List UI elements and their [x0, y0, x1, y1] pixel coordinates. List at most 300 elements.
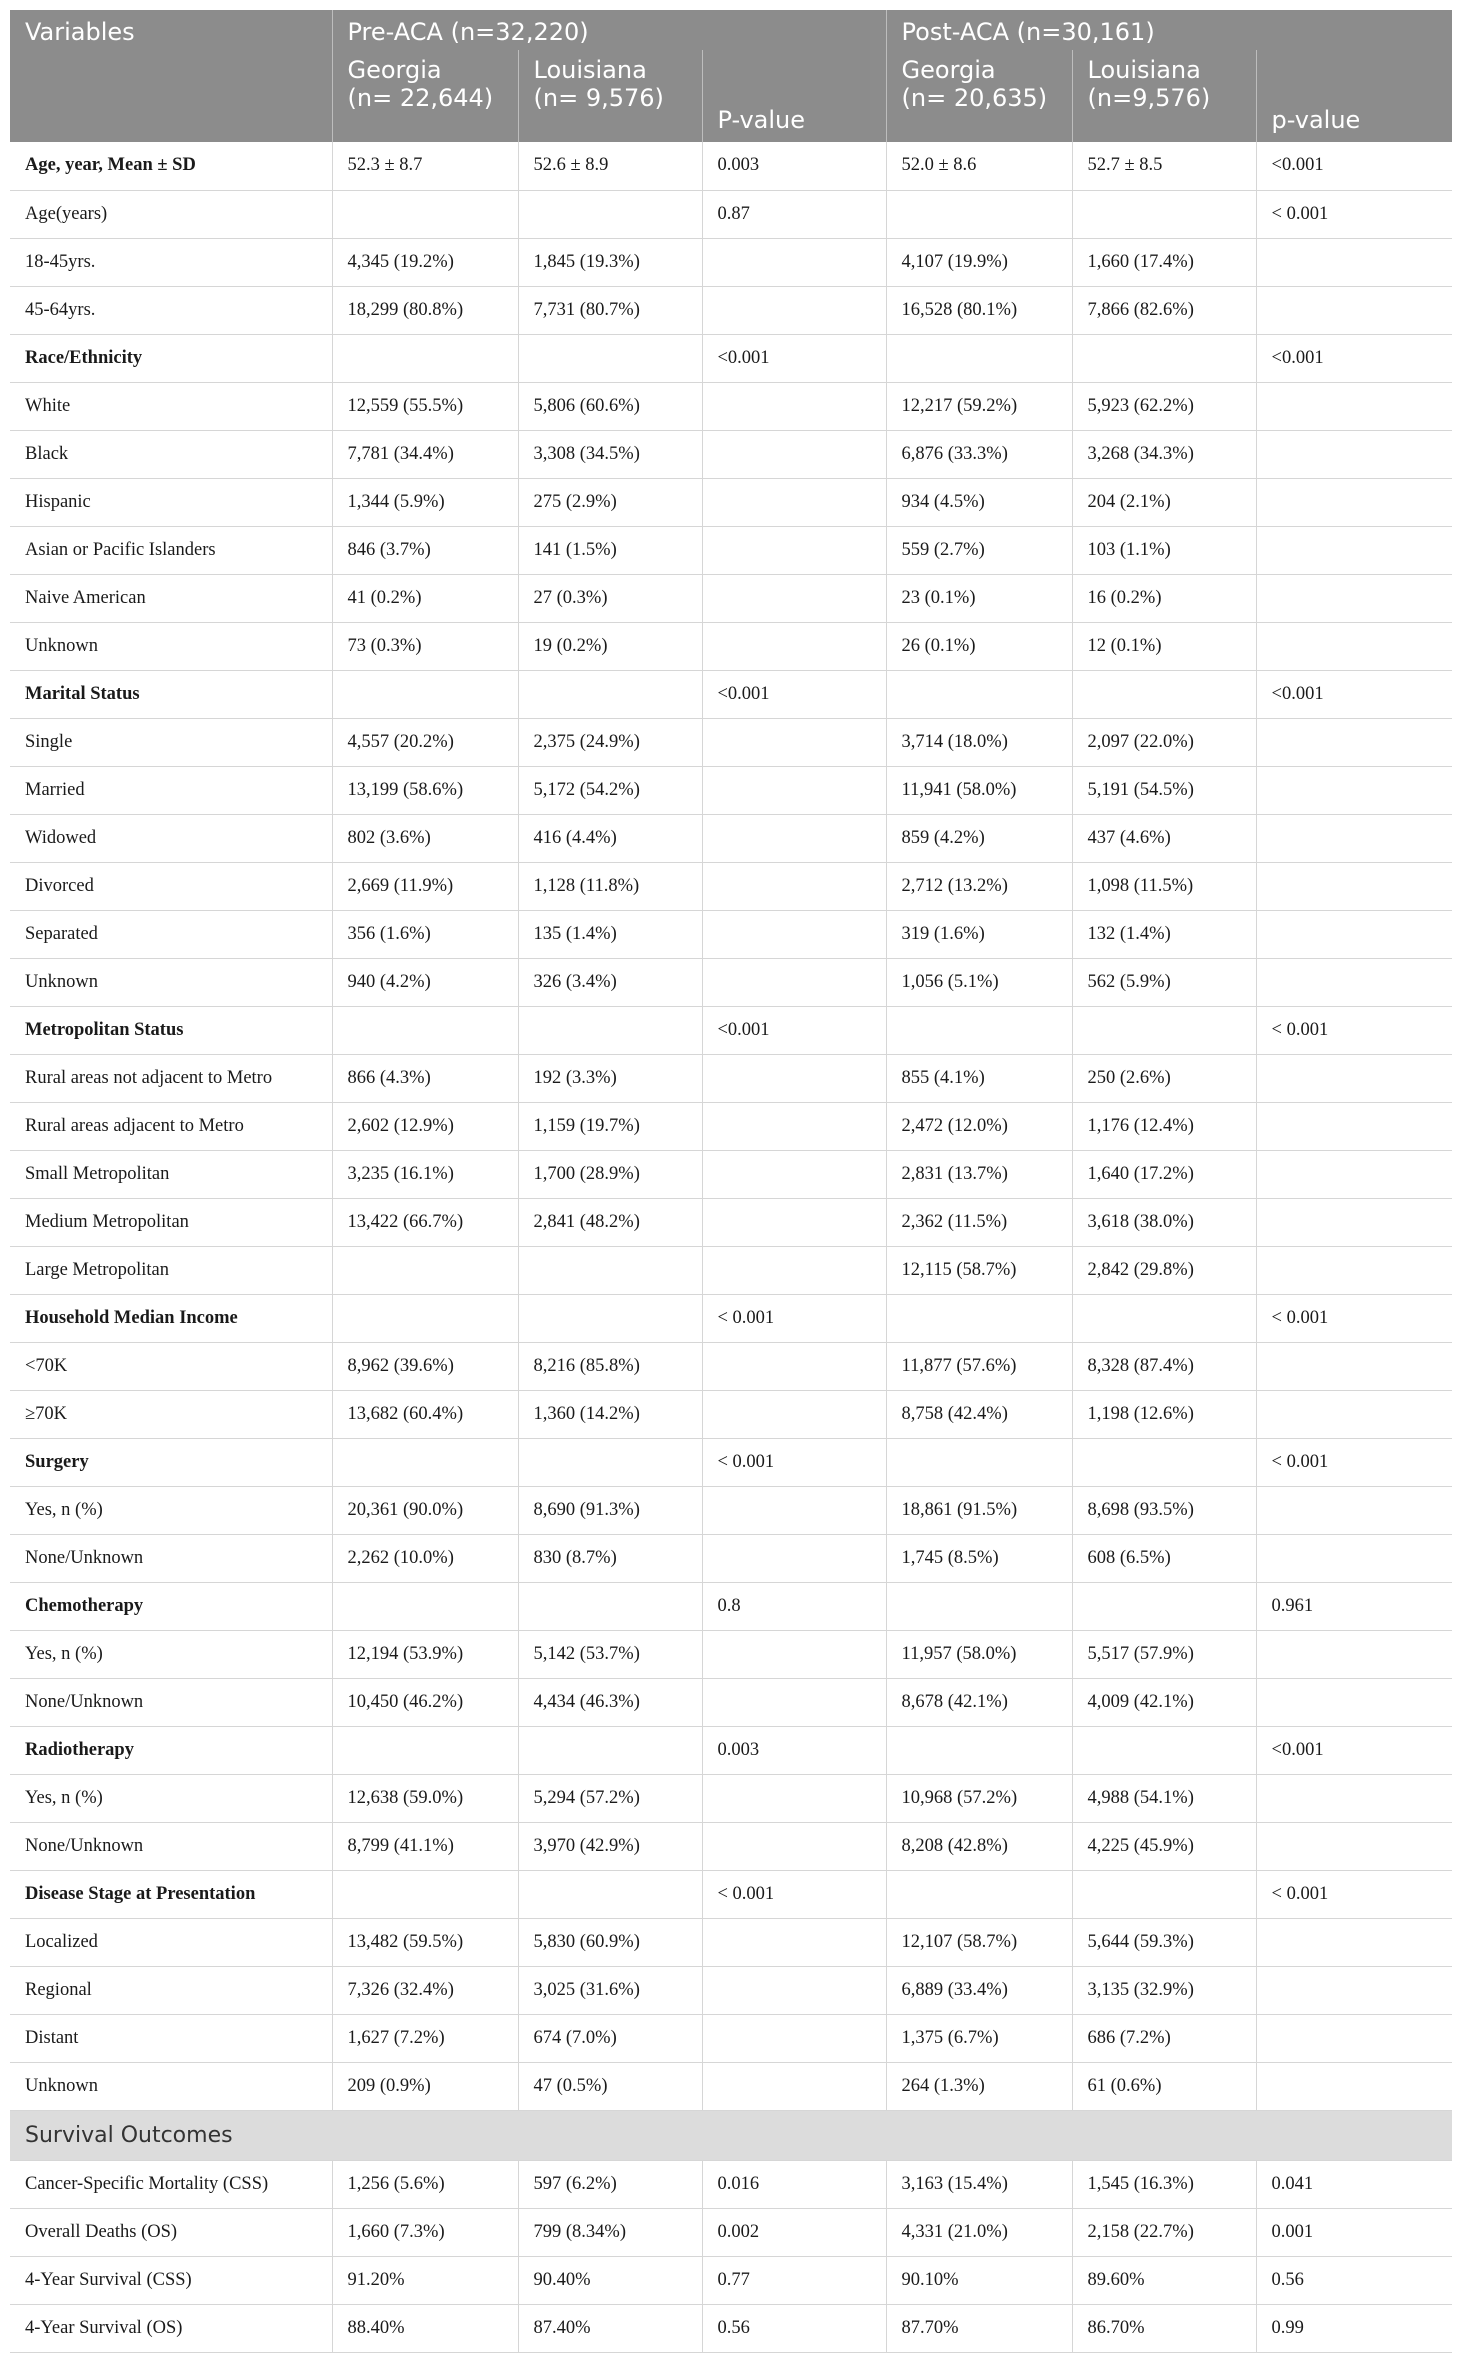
pre-georgia-cell: 12,194 (53.9%): [332, 1630, 518, 1678]
post-louisiana-cell: [1072, 1006, 1256, 1054]
post-louisiana-cell: [1072, 190, 1256, 238]
row-label: Widowed: [10, 814, 332, 862]
post-georgia-cell: 855 (4.1%): [886, 1054, 1072, 1102]
post-louisiana-cell: 61 (0.6%): [1072, 2062, 1256, 2110]
post-louisiana-cell: 132 (1.4%): [1072, 910, 1256, 958]
row-label: Separated: [10, 910, 332, 958]
post-louisiana-cell: 3,135 (32.9%): [1072, 1966, 1256, 2014]
pre-louisiana-cell: 1,128 (11.8%): [518, 862, 702, 910]
pre-pvalue-cell: [702, 286, 886, 334]
post-louisiana-cell: 5,644 (59.3%): [1072, 1918, 1256, 1966]
pre-georgia-cell: 3,235 (16.1%): [332, 1150, 518, 1198]
row-label: Divorced: [10, 862, 332, 910]
post-georgia-cell: 18,861 (91.5%): [886, 1486, 1072, 1534]
pre-louisiana-cell: 3,308 (34.5%): [518, 430, 702, 478]
post-louisiana-cell: 3,268 (34.3%): [1072, 430, 1256, 478]
pre-pvalue-cell: [702, 430, 886, 478]
table-row: [10, 1390, 1452, 1438]
post-pvalue-cell: 0.961: [1256, 1582, 1452, 1630]
post-louisiana-cell: 52.7 ± 8.5: [1072, 142, 1256, 190]
row-label: Unknown: [10, 622, 332, 670]
post-louisiana-cell: 5,191 (54.5%): [1072, 766, 1256, 814]
survival-row: [10, 2208, 1452, 2256]
post-pvalue-cell: [1256, 1246, 1452, 1294]
pre-louisiana-cell: [518, 1246, 702, 1294]
pre-pvalue-cell: 0.003: [702, 1726, 886, 1774]
pre-pvalue-cell: [702, 1534, 886, 1582]
pre-louisiana-cell: 2,375 (24.9%): [518, 718, 702, 766]
post-georgia-cell: 23 (0.1%): [886, 574, 1072, 622]
post-louisiana-cell: 1,545 (16.3%): [1072, 2160, 1256, 2208]
header-post-pvalue: p-value: [1256, 50, 1452, 142]
post-georgia-cell: 6,889 (33.4%): [886, 1966, 1072, 2014]
post-louisiana-cell: 1,098 (11.5%): [1072, 862, 1256, 910]
post-georgia-cell: 4,107 (19.9%): [886, 238, 1072, 286]
row-label: White: [10, 382, 332, 430]
pre-pvalue-cell: <0.001: [702, 334, 886, 382]
table-row: [10, 1342, 1452, 1390]
pre-georgia-cell: 1,627 (7.2%): [332, 2014, 518, 2062]
pre-louisiana-cell: [518, 1870, 702, 1918]
pre-pvalue-cell: [702, 1678, 886, 1726]
table-body: [10, 142, 1452, 2352]
pre-georgia-cell: 1,256 (5.6%): [332, 2160, 518, 2208]
pre-georgia-cell: [332, 1246, 518, 1294]
post-pvalue-cell: 0.001: [1256, 2208, 1452, 2256]
table-row: [10, 622, 1452, 670]
post-louisiana-cell: 4,225 (45.9%): [1072, 1822, 1256, 1870]
pre-louisiana-cell: 2,841 (48.2%): [518, 1198, 702, 1246]
post-louisiana-cell: 8,328 (87.4%): [1072, 1342, 1256, 1390]
pre-georgia-cell: 18,299 (80.8%): [332, 286, 518, 334]
pre-georgia-cell: 2,602 (12.9%): [332, 1102, 518, 1150]
row-label: None/Unknown: [10, 1822, 332, 1870]
pre-georgia-cell: 2,262 (10.0%): [332, 1534, 518, 1582]
pre-louisiana-cell: 1,360 (14.2%): [518, 1390, 702, 1438]
post-pvalue-cell: < 0.001: [1256, 1438, 1452, 1486]
pre-louisiana-cell: 4,434 (46.3%): [518, 1678, 702, 1726]
table-row: [10, 190, 1452, 238]
pre-pvalue-cell: 0.003: [702, 142, 886, 190]
table-row-heading: [10, 1006, 1452, 1054]
table-row-heading: [10, 1726, 1452, 1774]
row-label: Regional: [10, 1966, 332, 2014]
row-label: Age(years): [10, 190, 332, 238]
table-row: [10, 526, 1452, 574]
post-pvalue-cell: < 0.001: [1256, 1006, 1452, 1054]
pre-georgia-cell: 52.3 ± 8.7: [332, 142, 518, 190]
post-pvalue-cell: [1256, 1678, 1452, 1726]
post-georgia-cell: 12,217 (59.2%): [886, 382, 1072, 430]
row-label: Radiotherapy: [10, 1726, 332, 1774]
post-georgia-cell: [886, 1006, 1072, 1054]
pre-pvalue-cell: [702, 1774, 886, 1822]
pre-louisiana-cell: 52.6 ± 8.9: [518, 142, 702, 190]
pre-pvalue-cell: [702, 1966, 886, 2014]
row-label: Married: [10, 766, 332, 814]
row-label: Large Metropolitan: [10, 1246, 332, 1294]
pre-georgia-cell: 13,422 (66.7%): [332, 1198, 518, 1246]
post-louisiana-cell: 4,988 (54.1%): [1072, 1774, 1256, 1822]
post-georgia-cell: 6,876 (33.3%): [886, 430, 1072, 478]
demographics-table: [10, 10, 1452, 2353]
post-georgia-cell: 859 (4.2%): [886, 814, 1072, 862]
post-pvalue-cell: <0.001: [1256, 670, 1452, 718]
post-louisiana-cell: 1,660 (17.4%): [1072, 238, 1256, 286]
row-label: Hispanic: [10, 478, 332, 526]
pre-louisiana-cell: 326 (3.4%): [518, 958, 702, 1006]
pre-louisiana-cell: 1,159 (19.7%): [518, 1102, 702, 1150]
post-pvalue-cell: [1256, 1822, 1452, 1870]
post-georgia-cell: 16,528 (80.1%): [886, 286, 1072, 334]
post-pvalue-cell: [1256, 1534, 1452, 1582]
table-row: [10, 478, 1452, 526]
post-louisiana-cell: [1072, 334, 1256, 382]
pre-pvalue-cell: [702, 862, 886, 910]
pre-louisiana-cell: 5,294 (57.2%): [518, 1774, 702, 1822]
table-row-heading: [10, 1582, 1452, 1630]
header-pre-aca: Pre-ACA (n=32,220): [332, 10, 886, 50]
row-label: Unknown: [10, 2062, 332, 2110]
pre-georgia-cell: 12,638 (59.0%): [332, 1774, 518, 1822]
pre-louisiana-cell: 1,845 (19.3%): [518, 238, 702, 286]
row-label: Household Median Income: [10, 1294, 332, 1342]
post-georgia-cell: 319 (1.6%): [886, 910, 1072, 958]
row-label: Rural areas not adjacent to Metro: [10, 1054, 332, 1102]
pre-louisiana-cell: 5,142 (53.7%): [518, 1630, 702, 1678]
row-label: Black: [10, 430, 332, 478]
post-georgia-cell: [886, 1438, 1072, 1486]
post-pvalue-cell: [1256, 1918, 1452, 1966]
post-pvalue-cell: [1256, 766, 1452, 814]
post-louisiana-cell: 16 (0.2%): [1072, 574, 1256, 622]
pre-louisiana-cell: [518, 190, 702, 238]
table-row: [10, 430, 1452, 478]
post-georgia-cell: 2,472 (12.0%): [886, 1102, 1072, 1150]
post-pvalue-cell: [1256, 1150, 1452, 1198]
row-label: Race/Ethnicity: [10, 334, 332, 382]
pre-louisiana-cell: 3,025 (31.6%): [518, 1966, 702, 2014]
row-label: Single: [10, 718, 332, 766]
post-georgia-cell: [886, 1726, 1072, 1774]
survival-row: [10, 2304, 1452, 2352]
section-row-survival: [10, 2110, 1452, 2160]
post-georgia-cell: 4,331 (21.0%): [886, 2208, 1072, 2256]
post-louisiana-cell: [1072, 1582, 1256, 1630]
post-georgia-cell: 11,941 (58.0%): [886, 766, 1072, 814]
row-label: Distant: [10, 2014, 332, 2062]
pre-pvalue-cell: 0.8: [702, 1582, 886, 1630]
pre-georgia-cell: 1,344 (5.9%): [332, 478, 518, 526]
post-georgia-cell: 87.70%: [886, 2304, 1072, 2352]
pre-pvalue-cell: [702, 910, 886, 958]
pre-pvalue-cell: [702, 958, 886, 1006]
table-row: [10, 1918, 1452, 1966]
pre-georgia-cell: 12,559 (55.5%): [332, 382, 518, 430]
header-blank: [10, 50, 332, 142]
table-row: [10, 1486, 1452, 1534]
pre-louisiana-cell: 141 (1.5%): [518, 526, 702, 574]
row-label: 4-Year Survival (OS): [10, 2304, 332, 2352]
pre-louisiana-cell: 7,731 (80.7%): [518, 286, 702, 334]
table-row: [10, 238, 1452, 286]
pre-georgia-cell: 73 (0.3%): [332, 622, 518, 670]
row-label: 4-Year Survival (CSS): [10, 2256, 332, 2304]
pre-pvalue-cell: [702, 1390, 886, 1438]
post-pvalue-cell: [1256, 1054, 1452, 1102]
row-label: Yes, n (%): [10, 1486, 332, 1534]
pre-pvalue-cell: [702, 1822, 886, 1870]
post-pvalue-cell: [1256, 814, 1452, 862]
post-georgia-cell: 1,745 (8.5%): [886, 1534, 1072, 1582]
pre-louisiana-cell: [518, 1582, 702, 1630]
post-georgia-cell: 934 (4.5%): [886, 478, 1072, 526]
table-container: [10, 10, 1452, 2353]
post-pvalue-cell: 0.041: [1256, 2160, 1452, 2208]
pre-louisiana-cell: 5,806 (60.6%): [518, 382, 702, 430]
header-pre-louisiana: Louisiana (n= 9,576): [518, 50, 702, 142]
post-pvalue-cell: [1256, 430, 1452, 478]
row-label: None/Unknown: [10, 1534, 332, 1582]
post-pvalue-cell: [1256, 1342, 1452, 1390]
row-label: ≥70K: [10, 1390, 332, 1438]
pre-louisiana-cell: [518, 1438, 702, 1486]
table-row: [10, 1102, 1452, 1150]
pre-pvalue-cell: 0.002: [702, 2208, 886, 2256]
post-louisiana-cell: [1072, 1726, 1256, 1774]
post-louisiana-cell: 1,176 (12.4%): [1072, 1102, 1256, 1150]
header-post-aca: Post-ACA (n=30,161): [886, 10, 1452, 50]
row-label: Small Metropolitan: [10, 1150, 332, 1198]
post-pvalue-cell: [1256, 574, 1452, 622]
row-label: Unknown: [10, 958, 332, 1006]
post-pvalue-cell: < 0.001: [1256, 190, 1452, 238]
pre-pvalue-cell: [702, 238, 886, 286]
pre-georgia-cell: [332, 1438, 518, 1486]
post-louisiana-cell: 686 (7.2%): [1072, 2014, 1256, 2062]
post-pvalue-cell: [1256, 286, 1452, 334]
pre-georgia-cell: 209 (0.9%): [332, 2062, 518, 2110]
survival-row: [10, 2256, 1452, 2304]
table-row: [10, 2014, 1452, 2062]
table-row-heading: [10, 142, 1452, 190]
pre-pvalue-cell: <0.001: [702, 1006, 886, 1054]
post-louisiana-cell: 8,698 (93.5%): [1072, 1486, 1256, 1534]
post-pvalue-cell: [1256, 1486, 1452, 1534]
pre-georgia-cell: 8,962 (39.6%): [332, 1342, 518, 1390]
pre-georgia-cell: 4,557 (20.2%): [332, 718, 518, 766]
post-pvalue-cell: [1256, 238, 1452, 286]
pre-georgia-cell: [332, 1294, 518, 1342]
table-row: [10, 862, 1452, 910]
post-georgia-cell: [886, 190, 1072, 238]
pre-pvalue-cell: [702, 766, 886, 814]
pre-pvalue-cell: [702, 382, 886, 430]
pre-georgia-cell: [332, 190, 518, 238]
table-row: [10, 1054, 1452, 1102]
post-louisiana-cell: 12 (0.1%): [1072, 622, 1256, 670]
pre-georgia-cell: 13,199 (58.6%): [332, 766, 518, 814]
post-pvalue-cell: [1256, 1774, 1452, 1822]
pre-pvalue-cell: [702, 1198, 886, 1246]
table-row: [10, 814, 1452, 862]
table-row: [10, 766, 1452, 814]
post-georgia-cell: 3,714 (18.0%): [886, 718, 1072, 766]
row-label: Chemotherapy: [10, 1582, 332, 1630]
pre-pvalue-cell: [702, 1246, 886, 1294]
table-row: [10, 286, 1452, 334]
post-georgia-cell: 559 (2.7%): [886, 526, 1072, 574]
row-label: 18-45yrs.: [10, 238, 332, 286]
table-row: [10, 1678, 1452, 1726]
post-pvalue-cell: [1256, 526, 1452, 574]
section-label: Survival Outcomes: [10, 2110, 1452, 2160]
post-louisiana-cell: 562 (5.9%): [1072, 958, 1256, 1006]
pre-louisiana-cell: 597 (6.2%): [518, 2160, 702, 2208]
row-label: Yes, n (%): [10, 1774, 332, 1822]
pre-georgia-cell: [332, 334, 518, 382]
pre-louisiana-cell: 8,216 (85.8%): [518, 1342, 702, 1390]
post-georgia-cell: 264 (1.3%): [886, 2062, 1072, 2110]
post-pvalue-cell: 0.56: [1256, 2256, 1452, 2304]
pre-louisiana-cell: 830 (8.7%): [518, 1534, 702, 1582]
pre-louisiana-cell: 5,172 (54.2%): [518, 766, 702, 814]
post-louisiana-cell: [1072, 670, 1256, 718]
post-louisiana-cell: 2,158 (22.7%): [1072, 2208, 1256, 2256]
post-georgia-cell: [886, 334, 1072, 382]
post-georgia-cell: 8,758 (42.4%): [886, 1390, 1072, 1438]
pre-louisiana-cell: 1,700 (28.9%): [518, 1150, 702, 1198]
post-louisiana-cell: [1072, 1294, 1256, 1342]
post-georgia-cell: 90.10%: [886, 2256, 1072, 2304]
header-pre-pvalue: P-value: [702, 50, 886, 142]
pre-pvalue-cell: [702, 478, 886, 526]
pre-georgia-cell: 866 (4.3%): [332, 1054, 518, 1102]
pre-pvalue-cell: [702, 1486, 886, 1534]
pre-louisiana-cell: 19 (0.2%): [518, 622, 702, 670]
pre-louisiana-cell: 5,830 (60.9%): [518, 1918, 702, 1966]
pre-georgia-cell: 10,450 (46.2%): [332, 1678, 518, 1726]
header-post-georgia: Georgia (n= 20,635): [886, 50, 1072, 142]
table-row: [10, 1198, 1452, 1246]
pre-georgia-cell: 91.20%: [332, 2256, 518, 2304]
pre-georgia-cell: 356 (1.6%): [332, 910, 518, 958]
pre-pvalue-cell: < 0.001: [702, 1438, 886, 1486]
post-louisiana-cell: 2,097 (22.0%): [1072, 718, 1256, 766]
row-label: Cancer-Specific Mortality (CSS): [10, 2160, 332, 2208]
post-georgia-cell: [886, 1870, 1072, 1918]
pre-louisiana-cell: [518, 1294, 702, 1342]
pre-louisiana-cell: 192 (3.3%): [518, 1054, 702, 1102]
post-georgia-cell: [886, 1294, 1072, 1342]
table-row: [10, 718, 1452, 766]
post-georgia-cell: 1,056 (5.1%): [886, 958, 1072, 1006]
table-row: [10, 1966, 1452, 2014]
pre-louisiana-cell: 799 (8.34%): [518, 2208, 702, 2256]
pre-louisiana-cell: 135 (1.4%): [518, 910, 702, 958]
post-georgia-cell: 2,362 (11.5%): [886, 1198, 1072, 1246]
row-label: Surgery: [10, 1438, 332, 1486]
pre-louisiana-cell: [518, 334, 702, 382]
row-label: None/Unknown: [10, 1678, 332, 1726]
post-georgia-cell: 12,107 (58.7%): [886, 1918, 1072, 1966]
pre-pvalue-cell: [702, 1918, 886, 1966]
pre-pvalue-cell: [702, 1630, 886, 1678]
pre-louisiana-cell: 87.40%: [518, 2304, 702, 2352]
pre-pvalue-cell: < 0.001: [702, 1294, 886, 1342]
pre-georgia-cell: 20,361 (90.0%): [332, 1486, 518, 1534]
pre-pvalue-cell: [702, 718, 886, 766]
pre-pvalue-cell: [702, 574, 886, 622]
row-label: Metropolitan Status: [10, 1006, 332, 1054]
pre-louisiana-cell: 8,690 (91.3%): [518, 1486, 702, 1534]
post-louisiana-cell: 89.60%: [1072, 2256, 1256, 2304]
post-pvalue-cell: [1256, 382, 1452, 430]
pre-pvalue-cell: [702, 1150, 886, 1198]
row-label: <70K: [10, 1342, 332, 1390]
post-louisiana-cell: [1072, 1870, 1256, 1918]
pre-georgia-cell: 2,669 (11.9%): [332, 862, 518, 910]
post-georgia-cell: 3,163 (15.4%): [886, 2160, 1072, 2208]
pre-pvalue-cell: [702, 526, 886, 574]
pre-georgia-cell: 940 (4.2%): [332, 958, 518, 1006]
table-row-heading: [10, 334, 1452, 382]
post-louisiana-cell: 4,009 (42.1%): [1072, 1678, 1256, 1726]
pre-pvalue-cell: 0.016: [702, 2160, 886, 2208]
post-pvalue-cell: [1256, 1390, 1452, 1438]
post-georgia-cell: 52.0 ± 8.6: [886, 142, 1072, 190]
pre-georgia-cell: [332, 1726, 518, 1774]
pre-georgia-cell: 88.40%: [332, 2304, 518, 2352]
pre-georgia-cell: 13,482 (59.5%): [332, 1918, 518, 1966]
table-row: [10, 1246, 1452, 1294]
pre-pvalue-cell: 0.87: [702, 190, 886, 238]
post-pvalue-cell: [1256, 958, 1452, 1006]
table-row: [10, 958, 1452, 1006]
table-row-heading: [10, 1294, 1452, 1342]
post-pvalue-cell: <0.001: [1256, 334, 1452, 382]
post-pvalue-cell: < 0.001: [1256, 1294, 1452, 1342]
pre-georgia-cell: 8,799 (41.1%): [332, 1822, 518, 1870]
pre-pvalue-cell: <0.001: [702, 670, 886, 718]
pre-louisiana-cell: 3,970 (42.9%): [518, 1822, 702, 1870]
row-label: Overall Deaths (OS): [10, 2208, 332, 2256]
post-georgia-cell: 2,712 (13.2%): [886, 862, 1072, 910]
pre-pvalue-cell: < 0.001: [702, 1870, 886, 1918]
table-row: [10, 1150, 1452, 1198]
post-georgia-cell: 2,831 (13.7%): [886, 1150, 1072, 1198]
post-pvalue-cell: [1256, 622, 1452, 670]
row-label: Age, year, Mean ± SD: [10, 142, 332, 190]
pre-louisiana-cell: 275 (2.9%): [518, 478, 702, 526]
row-label: Localized: [10, 1918, 332, 1966]
post-georgia-cell: [886, 670, 1072, 718]
post-georgia-cell: [886, 1582, 1072, 1630]
pre-georgia-cell: 802 (3.6%): [332, 814, 518, 862]
post-pvalue-cell: 0.99: [1256, 2304, 1452, 2352]
table-row-heading: [10, 1870, 1452, 1918]
survival-row: [10, 2160, 1452, 2208]
post-louisiana-cell: 86.70%: [1072, 2304, 1256, 2352]
pre-pvalue-cell: 0.77: [702, 2256, 886, 2304]
pre-louisiana-cell: [518, 670, 702, 718]
post-georgia-cell: 11,957 (58.0%): [886, 1630, 1072, 1678]
table-row: [10, 382, 1452, 430]
post-louisiana-cell: 103 (1.1%): [1072, 526, 1256, 574]
table-row: [10, 1822, 1452, 1870]
table-row-heading: [10, 670, 1452, 718]
header-pre-georgia: Georgia (n= 22,644): [332, 50, 518, 142]
